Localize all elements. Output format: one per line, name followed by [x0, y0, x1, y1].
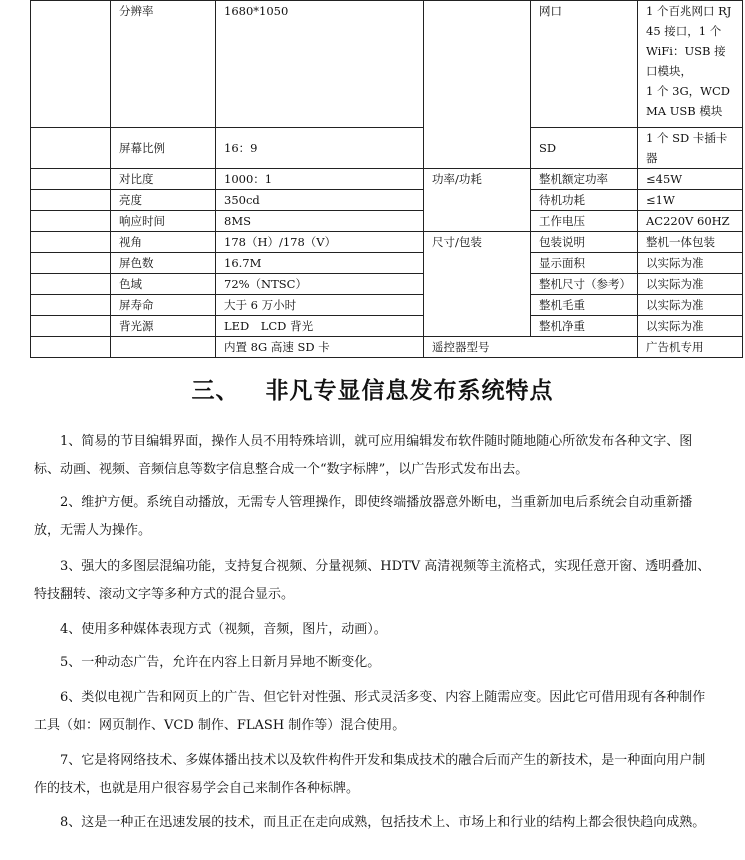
paragraph: 1、简易的节目编辑界面，操作人员不用特殊培训，就可应用编辑发布软件随时随地随心所欲发布各种文字、图标、动画、视频、音频信息等数字信息整合成一个“数字标牌”，以广告形式发布出去。 [34, 434, 693, 477]
spec-label: 视角 [111, 232, 216, 253]
table-row [31, 337, 743, 358]
spec-label: 整机毛重 [531, 295, 638, 316]
section-heading [0, 372, 745, 405]
spec-label: 背光源 [111, 316, 216, 337]
paragraph: 3、强大的多图层混编功能，支持复合视频、分量视频、HDTV 高清视频等主流格式，实现任意开窗、透明叠加、特技翻转、滚动文字等多种方式的混合显示。 [34, 559, 711, 602]
spec-label: 整机尺寸（参考） [531, 274, 638, 295]
spec-label: 色域 [111, 274, 216, 295]
spec-label: 网口 [531, 1, 638, 128]
spec-label: SD [531, 128, 638, 169]
spec-label: 屏色数 [111, 253, 216, 274]
paragraph: 8、这是一种正在迅速发展的技术，而且正在走向成熟，包括技术上、市场上和行业的结构上都会很快趋向成熟。 [60, 815, 706, 830]
paragraph: 6、类似电视广告和网页上的广告、但它针对性强、形式灵活多变、内容上随需应变。因此它可借用现有各种制作工具（如：网页制作、VCD 制作、FLASH 制作等）混合使用。 [34, 690, 706, 733]
table-row [31, 232, 743, 253]
spec-label: 响应时间 [111, 211, 216, 232]
spec-value: 以实际为准 [638, 295, 743, 316]
spec-value: 16：9 [216, 128, 424, 169]
spec-label: 对比度 [111, 169, 216, 190]
spec-group-size: 尺寸/包装 [424, 232, 531, 337]
section-number: 三、 [191, 378, 240, 404]
spec-label: 整机额定功率 [531, 169, 638, 190]
spec-label: 工作电压 [531, 211, 638, 232]
spec-label: 待机功耗 [531, 190, 638, 211]
spec-label: 分辨率 [111, 1, 216, 128]
spec-value: ≤1W [638, 190, 743, 211]
spec-value: 350cd [216, 190, 424, 211]
spec-table [30, 0, 743, 358]
spec-value: 178（H）/178（V） [216, 232, 424, 253]
table-row [31, 274, 743, 295]
spec-value: 8MS [216, 211, 424, 232]
paragraph: 4、使用多种媒体表现方式（视频，音频，图片，动画）。 [60, 622, 387, 637]
table-row [31, 190, 743, 211]
spec-label: 遥控器型号 [424, 337, 638, 358]
table-row [31, 211, 743, 232]
table-row [31, 253, 743, 274]
spec-value: 广告机专用 [638, 337, 743, 358]
table-row [31, 316, 743, 337]
spec-value-network: 1 个百兆网口 RJ45 接口，1 个 WiFi：USB 接口模块， 1 个 3G，WCDMA USB 模块 [638, 1, 743, 128]
spec-value: ≤45W [638, 169, 743, 190]
spec-label: 整机净重 [531, 316, 638, 337]
spec-value: 内置 8G 高速 SD 卡 [216, 337, 424, 358]
table-row [31, 169, 743, 190]
paragraph: 2、维护方便。系统自动播放，无需专人管理操作，即使终端播放器意外断电，当重新加电后系统会自动重新播放，无需人为操作。 [34, 495, 693, 538]
section-title: 非凡专显信息发布系统特点 [265, 378, 554, 404]
table-row [31, 128, 743, 169]
spec-value: 以实际为准 [638, 274, 743, 295]
spec-label: 包装说明 [531, 232, 638, 253]
spec-value: 16.7M [216, 253, 424, 274]
spec-label: 屏寿命 [111, 295, 216, 316]
spec-value: AC220V 60HZ [638, 211, 743, 232]
spec-label [111, 337, 216, 358]
spec-value: 72%（NTSC） [216, 274, 424, 295]
spec-value: 1000：1 [216, 169, 424, 190]
spec-value: 以实际为准 [638, 253, 743, 274]
spec-value: 整机一体包装 [638, 232, 743, 253]
spec-value: 大于 6 万小时 [216, 295, 424, 316]
spec-label: 显示面积 [531, 253, 638, 274]
spec-label: 屏幕比例 [111, 128, 216, 169]
spec-value: LED LCD 背光 [216, 316, 424, 337]
spec-value: 1680*1050 [216, 1, 424, 128]
spec-value: 以实际为准 [638, 316, 743, 337]
table-row [31, 295, 743, 316]
spec-group-power: 功率/功耗 [424, 169, 531, 232]
paragraph: 7、它是将网络技术、多媒体播出技术以及软件构件开发和集成技术的融合后而产生的新技术，是一种面向用户制作的技术，也就是用户很容易学会自己来制作各种标牌。 [34, 753, 706, 796]
paragraph: 5、一种动态广告，允许在内容上日新月异地不断变化。 [60, 655, 381, 670]
table-row [31, 1, 743, 128]
spec-value: 1 个 SD 卡插卡器 [638, 128, 743, 169]
spec-label: 亮度 [111, 190, 216, 211]
